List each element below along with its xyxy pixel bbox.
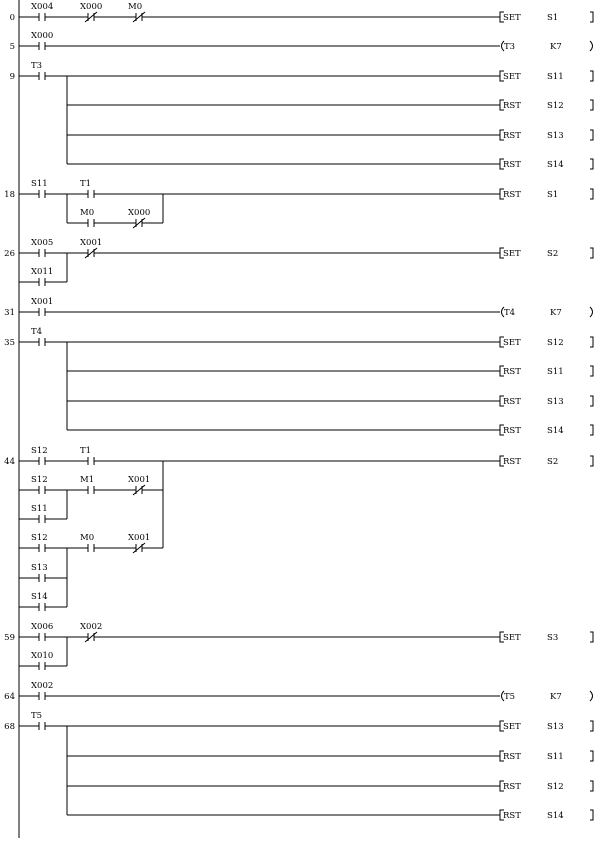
contact-label: T1 [80, 446, 92, 456]
contact-label: X002 [80, 622, 103, 632]
output-instruction [500, 781, 593, 792]
output-instruction [500, 71, 593, 82]
instruction-command: RST [503, 131, 521, 141]
close-bracket [590, 71, 593, 81]
contact-label: X010 [31, 651, 54, 661]
no-contact [31, 681, 53, 700]
no-contact [80, 475, 94, 494]
coil-device: T5 [504, 692, 516, 702]
close-bracket [590, 781, 593, 791]
instruction-operand: S11 [547, 72, 564, 82]
coil-close [590, 41, 593, 51]
step-number: 35 [4, 338, 15, 348]
instruction-operand: S13 [547, 722, 564, 732]
contact-label: T3 [31, 61, 43, 71]
contact-label: M0 [80, 533, 95, 543]
output-instruction [500, 810, 593, 821]
instruction-operand: S14 [547, 426, 564, 436]
output-instruction [500, 12, 593, 23]
timer-coil [502, 307, 593, 318]
instruction-command: RST [503, 457, 521, 467]
coil-setting: K7 [550, 308, 562, 318]
contact-label: S11 [31, 504, 48, 514]
contact-label: S12 [31, 446, 48, 456]
no-contact [31, 238, 53, 257]
close-bracket [590, 721, 593, 731]
no-contact [31, 31, 53, 50]
close-bracket [590, 248, 593, 258]
instruction-operand: S11 [547, 752, 564, 762]
instruction-command: RST [503, 367, 521, 377]
close-bracket [590, 456, 593, 466]
nc-contact [128, 475, 150, 495]
contact-label: S12 [31, 533, 48, 543]
contact-label: X011 [31, 267, 54, 277]
no-contact [80, 446, 94, 465]
timer-coil [502, 691, 593, 702]
coil-setting: K7 [550, 42, 562, 52]
nc-contact [80, 238, 102, 258]
close-bracket [590, 366, 593, 376]
contact-label: X001 [80, 238, 103, 248]
output-instruction [500, 632, 593, 643]
close-bracket [590, 751, 593, 761]
coil-close [590, 691, 593, 701]
no-contact [80, 533, 94, 552]
instruction-operand: S11 [547, 367, 564, 377]
nc-contact [80, 622, 102, 642]
contact-label: X000 [80, 2, 103, 12]
instruction-command: RST [503, 811, 521, 821]
no-contact [31, 533, 48, 552]
contact-label: X001 [128, 475, 151, 485]
instruction-operand: S12 [547, 101, 564, 111]
close-bracket [590, 632, 593, 642]
instruction-operand: S3 [547, 633, 559, 643]
no-contact [31, 651, 53, 670]
no-contact [31, 622, 53, 641]
instruction-command: SET [503, 338, 521, 348]
close-bracket [590, 396, 593, 406]
no-contact [31, 2, 53, 21]
output-instruction [500, 366, 593, 377]
instruction-operand: S12 [547, 338, 564, 348]
no-contact [31, 61, 45, 80]
instruction-command: RST [503, 190, 521, 200]
instruction-command: SET [503, 72, 521, 82]
instruction-operand: S14 [547, 811, 564, 821]
output-instruction [500, 396, 593, 407]
close-bracket [590, 100, 593, 110]
instruction-command: RST [503, 397, 521, 407]
step-number: 26 [4, 249, 15, 259]
close-bracket [590, 337, 593, 347]
output-instruction [500, 248, 593, 259]
no-contact [31, 267, 53, 286]
coil-close [590, 307, 593, 317]
no-contact [31, 711, 45, 730]
step-number: 0 [9, 13, 15, 23]
instruction-command: RST [503, 782, 521, 792]
output-instruction [500, 425, 593, 436]
coil-device: T3 [504, 42, 516, 52]
contact-label: X000 [128, 208, 151, 218]
step-number: 59 [4, 633, 15, 643]
nc-contact [128, 2, 145, 22]
nc-contact [80, 2, 102, 22]
contact-label: T4 [31, 327, 43, 337]
step-number: 9 [9, 72, 15, 82]
close-bracket [590, 425, 593, 435]
contact-label: X004 [31, 2, 54, 12]
nc-contact [128, 533, 150, 553]
output-instruction [500, 189, 593, 200]
no-contact [31, 297, 53, 316]
instruction-operand: S14 [547, 160, 564, 170]
close-bracket [590, 12, 593, 22]
instruction-command: SET [503, 13, 521, 23]
output-instruction [500, 456, 593, 467]
no-contact [31, 327, 45, 346]
no-contact [31, 475, 48, 494]
contact-label: S13 [31, 563, 48, 573]
output-instruction [500, 751, 593, 762]
coil-device: T4 [504, 308, 516, 318]
nc-contact [128, 208, 150, 228]
close-bracket [590, 159, 593, 169]
contact-label: M0 [128, 2, 143, 12]
output-instruction [500, 721, 593, 732]
step-number: 5 [9, 42, 15, 52]
no-contact [31, 592, 48, 611]
instruction-operand: S1 [547, 13, 559, 23]
step-number: 44 [4, 457, 15, 467]
step-number: 64 [4, 692, 15, 702]
instruction-operand: S12 [547, 782, 564, 792]
instruction-command: RST [503, 752, 521, 762]
contact-label: X001 [128, 533, 151, 543]
instruction-command: RST [503, 426, 521, 436]
instruction-command: RST [503, 101, 521, 111]
instruction-operand: S13 [547, 397, 564, 407]
no-contact [80, 208, 94, 227]
close-bracket [590, 810, 593, 820]
instruction-command: RST [503, 160, 521, 170]
step-number: 31 [4, 308, 15, 318]
contact-label: X002 [31, 681, 54, 691]
instruction-operand: S2 [547, 457, 559, 467]
no-contact [80, 179, 94, 198]
step-number: 18 [4, 190, 15, 200]
output-instruction [500, 130, 593, 141]
contact-label: M0 [80, 208, 95, 218]
contact-label: S14 [31, 592, 48, 602]
instruction-command: SET [503, 633, 521, 643]
timer-coil [502, 41, 593, 52]
instruction-operand: S2 [547, 249, 559, 259]
contact-label: X005 [31, 238, 54, 248]
no-contact [31, 446, 48, 465]
output-instruction [500, 159, 593, 170]
contact-label: X006 [31, 622, 54, 632]
instruction-operand: S13 [547, 131, 564, 141]
contact-label: M1 [80, 475, 95, 485]
close-bracket [590, 189, 593, 199]
contact-label: S12 [31, 475, 48, 485]
contact-label: T1 [80, 179, 92, 189]
output-instruction [500, 100, 593, 111]
contact-label: T5 [31, 711, 43, 721]
coil-setting: K7 [550, 692, 562, 702]
instruction-operand: S1 [547, 190, 559, 200]
close-bracket [590, 130, 593, 140]
contact-label: X000 [31, 31, 54, 41]
output-instruction [500, 337, 593, 348]
contact-label: S11 [31, 179, 48, 189]
no-contact [31, 504, 48, 523]
instruction-command: SET [503, 249, 521, 259]
no-contact [31, 179, 48, 198]
instruction-command: SET [503, 722, 521, 732]
no-contact [31, 563, 48, 582]
contact-label: X001 [31, 297, 54, 307]
step-number: 68 [4, 722, 15, 732]
